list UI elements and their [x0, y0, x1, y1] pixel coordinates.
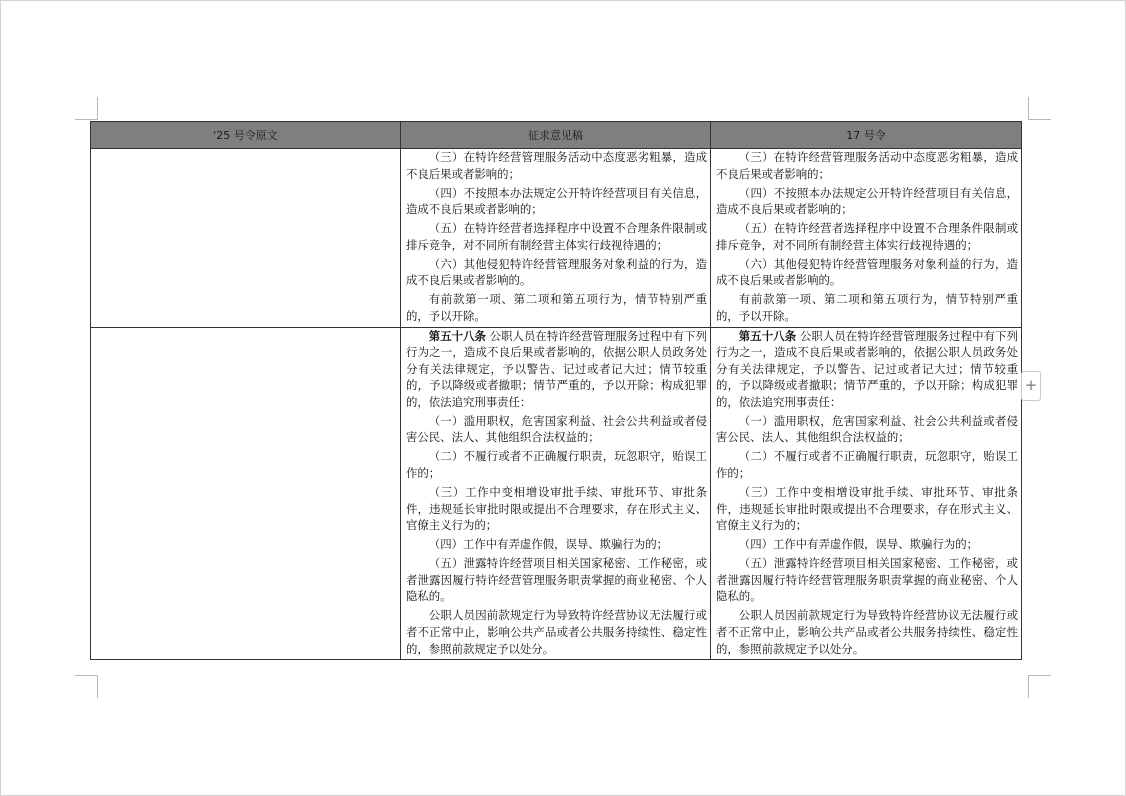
add-row-button[interactable]: [1021, 371, 1041, 401]
crop-mark-top-right: [1028, 97, 1051, 120]
table-row: [91, 149, 1022, 328]
paragraph: （四）工作中有弄虚作假，误导、欺骗行为的；: [738, 537, 979, 552]
paragraph: （三）在特许经营管理服务活动中态度恶劣粗暴，造成不良后果或者影响的；: [716, 150, 1018, 181]
paragraph: （三）工作中变相增设审批手续、审批环节、审批条件，违规延长审批时限或提出不合理要求，存在形式主义、官僚主义行为的；: [716, 485, 1018, 533]
crop-mark-bottom-left: [75, 675, 98, 698]
paragraph: （五）泄露特许经营项目相关国家秘密、工作秘密，或者泄露因履行特许经营管理服务职责掌握的商业秘密、个人隐私的。: [716, 556, 1018, 604]
crop-mark-bottom-right: [1028, 675, 1051, 698]
header-order-17[interactable]: 17 号令: [711, 122, 1022, 149]
crop-mark-top-left: [75, 97, 98, 120]
header-draft-text[interactable]: 征求意见稿: [401, 122, 711, 149]
paragraph: （五）在特许经营者选择程序中设置不合理条件限制或排斥竞争，对不同所有制经营主体实行歧视待遇的；: [716, 221, 1018, 252]
paragraph: （四）工作中有弄虚作假，误导、欺骗行为的；: [428, 537, 669, 552]
row2-draft-cell[interactable]: [401, 327, 711, 660]
paragraph: （一）滥用职权，危害国家利益、社会公共利益或者侵害公民、法人、其他组织合法权益的；: [406, 413, 707, 445]
article-paragraph: [406, 328, 707, 411]
article-paragraph: [716, 328, 1018, 411]
paragraph: （四）不按照本办法规定公开特许经营项目有关信息，造成不良后果或者影响的；: [406, 185, 707, 217]
paragraph: （六）其他侵犯特许经营管理服务对象利益的行为，造成不良后果或者影响的。: [716, 256, 1018, 288]
article-text: 公职人员在特许经营管理服务过程中有下列行为之一，造成不良后果或者影响的，依据公职人员政务处分有关法律规定，予以警告、记过或者记大过；情节较重的，予以降级或者撤职；情节严重的，予以开除；构成犯罪的，依法追究刑事责任：: [406, 328, 707, 409]
plus-icon: +: [1024, 376, 1038, 394]
paragraph: 有前款第一项、第二项和第五项行为，情节特别严重的，予以开除。: [716, 292, 1018, 323]
comparison-table: [90, 121, 1022, 660]
row2-order17-cell[interactable]: [711, 327, 1022, 660]
paragraph: （二）不履行或者不正确履行职责，玩忽职守，贻误工作的；: [406, 449, 707, 481]
row2-original-cell[interactable]: [91, 327, 401, 660]
article-title: 第五十八条: [428, 328, 486, 343]
paragraph: 有前款第一项、第二项和第五项行为，情节特别严重的，予以开除。: [406, 292, 707, 323]
paragraph: 公职人员因前款规定行为导致特许经营协议无法履行或者不正常中止，影响公共产品或者公共服务持续性、稳定性的，参照前款规定予以处分。: [406, 608, 707, 656]
paragraph: （二）不履行或者不正确履行职责，玩忽职守，贻误工作的；: [716, 449, 1018, 481]
article-text: 公职人员在特许经营管理服务过程中有下列行为之一，造成不良后果或者影响的，依据公职人员政务处分有关法律规定，予以警告、记过或者记大过；情节较重的，予以降级或者撤职；情节严重的，予以开除；构成犯罪的，依法追究刑事责任：: [716, 328, 1018, 409]
paragraph: （六）其他侵犯特许经营管理服务对象利益的行为，造成不良后果或者影响的。: [406, 256, 707, 288]
paragraph: 公职人员因前款规定行为导致特许经营协议无法履行或者不正常中止，影响公共产品或者公共服务持续性、稳定性的，参照前款规定予以处分。: [716, 608, 1018, 656]
paragraph: （五）泄露特许经营项目相关国家秘密、工作秘密，或者泄露因履行特许经营管理服务职责掌握的商业秘密、个人隐私的。: [406, 556, 707, 604]
paragraph: （四）不按照本办法规定公开特许经营项目有关信息，造成不良后果或者影响的；: [716, 185, 1018, 217]
table-row: [91, 327, 1022, 660]
row1-draft-cell[interactable]: [401, 149, 711, 328]
row1-order17-cell[interactable]: [711, 149, 1022, 328]
paragraph: （五）在特许经营者选择程序中设置不合理条件限制或排斥竞争，对不同所有制经营主体实行歧视待遇的；: [406, 221, 707, 252]
table-header-row: [91, 122, 1022, 149]
row1-original-cell[interactable]: [91, 149, 401, 328]
paragraph: （三）工作中变相增设审批手续、审批环节、审批条件，违规延长审批时限或提出不合理要求，存在形式主义、官僚主义行为的；: [406, 485, 707, 533]
header-original-text[interactable]: '25 号令原文: [91, 122, 401, 149]
paragraph: （一）滥用职权，危害国家利益、社会公共利益或者侵害公民、法人、其他组织合法权益的；: [716, 413, 1018, 445]
article-title: 第五十八条: [738, 328, 797, 343]
paragraph: （三）在特许经营管理服务活动中态度恶劣粗暴，造成不良后果或者影响的；: [406, 150, 707, 181]
